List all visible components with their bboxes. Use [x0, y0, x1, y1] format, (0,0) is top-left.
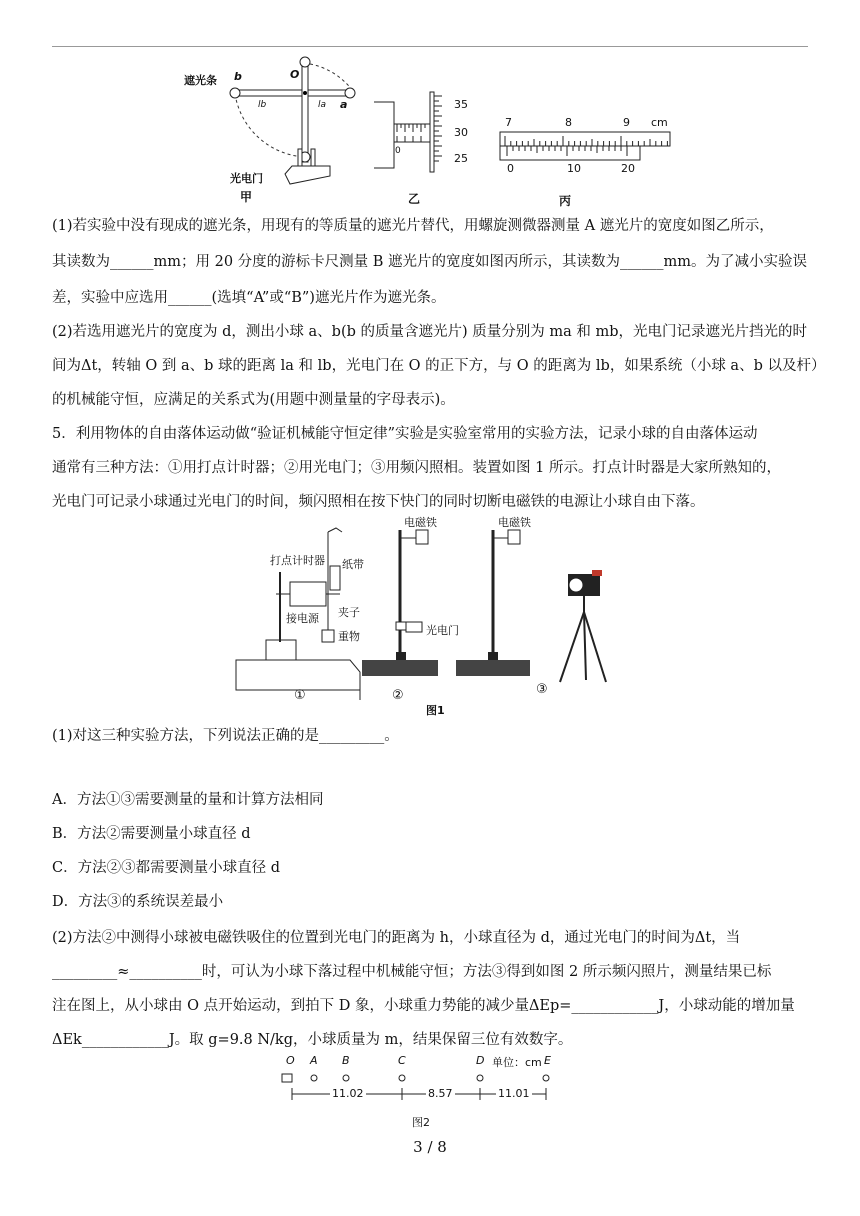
figure-1: [230, 512, 630, 717]
fig1-tape: 纸带: [342, 558, 364, 571]
q5-intro-line3: 光电门可记录小球通过光电门的时间，频闪照相在按下快门的同时切断电磁铁的电源让小球自由下落。: [52, 494, 705, 510]
fig1-power: 接电源: [286, 612, 319, 625]
fig1-n3: ③: [536, 682, 548, 697]
fig2-d2: 8.57: [428, 1087, 453, 1100]
fig2-point-a: A: [310, 1054, 318, 1067]
page-number: 3 / 8: [413, 1138, 447, 1156]
fig2-d3: 11.01: [498, 1087, 530, 1100]
q4-p2-line3: 的机械能守恒，应满足的关系式为(用题中测量量的字母表示)。: [52, 392, 455, 408]
fig2-d1: 11.02: [332, 1087, 364, 1100]
figure-2: [280, 1054, 580, 1129]
bing-tick-8: 8: [565, 116, 572, 129]
q5-option-c: C．方法②③都需要测量小球直径 d: [52, 860, 280, 876]
label-b: b: [234, 70, 242, 83]
fig1-magnet2: 电磁铁: [404, 516, 437, 529]
fig1-n1: ①: [294, 688, 306, 703]
q5-intro-line2: 通常有三种方法：①用打点计时器；②用光电门；③用频闪照相。装置如图 1 所示。打点计时器是大家所熟知的，: [52, 460, 781, 476]
yi-tick-25: 25: [454, 152, 468, 165]
fig2-unit: 单位：cm: [492, 1056, 542, 1069]
q5-s2-line4: ΔEk____________J。取 g=9.8 N/kg，小球质量为 m，结果保留三位有效数字。: [52, 1032, 573, 1048]
fig1-gate: 光电门: [426, 624, 459, 637]
q5-s2-line2: _________≈__________时，可认为小球下落过程中机械能守恒；方法③得到如图 2 所示频闪照片，测量结果已标: [52, 964, 772, 980]
bing-tick-7: 7: [505, 116, 512, 129]
fig1-n2: ②: [392, 688, 404, 703]
q5-option-a: A．方法①③需要测量的量和计算方法相同: [52, 792, 324, 808]
q5-intro-line1: 5．利用物体的自由落体运动做“验证机械能守恒定律”实验是实验室常用的实验方法，记录小球的自由落体运动: [52, 426, 758, 442]
fig1-magnet3: 电磁铁: [498, 516, 531, 529]
label-gate: 光电门: [230, 172, 263, 185]
label-lb: lb: [258, 100, 267, 110]
fig2-point-d: D: [476, 1054, 485, 1067]
q5-option-b: B．方法②需要测量小球直径 d: [52, 826, 251, 842]
yi-tick-30: 30: [454, 126, 468, 139]
fig2-point-b: B: [342, 1054, 350, 1067]
figure-yi: [372, 90, 468, 206]
yi-tick-35: 35: [454, 98, 468, 111]
yi-zero: 0: [395, 146, 401, 156]
q4-p2-line2: 间为Δt，转轴 O 到 a、b 球的距离 la 和 lb，光电门在 O 的正下方，与 O 的距离为 lb，如果系统（小球 a、b 以及杆）: [52, 358, 826, 374]
caption-bing: 丙: [559, 194, 572, 208]
fig2-point-o: O: [286, 1054, 295, 1067]
fig2-caption: 图2: [412, 1116, 430, 1129]
label-a: a: [340, 98, 348, 111]
fig2-point-e: E: [544, 1054, 551, 1067]
fig2-point-c: C: [398, 1054, 406, 1067]
label-o: O: [290, 68, 300, 81]
q4-p1-line1: (1)若实验中没有现成的遮光条，用现有的等质量的遮光片替代，用螺旋测微器测量 A 遮光片的宽度如图乙所示，: [52, 218, 774, 234]
caption-yi: 乙: [408, 192, 421, 206]
q5-s1: (1)对这三种实验方法，下列说法正确的是_________。: [52, 728, 399, 744]
bing-tick-9: 9: [623, 116, 630, 129]
q5-option-d: D．方法③的系统误差最小: [52, 894, 224, 910]
fig1-caption: 图1: [426, 704, 445, 717]
bing-unit: cm: [651, 116, 668, 129]
label-la: la: [318, 100, 327, 110]
q4-p1-line3: 差，实验中应选用______(选填“A”或“B”)遮光片作为遮光条。: [52, 290, 446, 306]
fig1-timer: 打点计时器: [270, 554, 325, 567]
q5-s2-line1: (2)方法②中测得小球被电磁铁吸住的位置到光电门的距离为 h，小球直径为 d，通过光电门的时间为Δt，当: [52, 930, 741, 946]
figure-bing: [495, 116, 675, 208]
q4-p1-line2: 其读数为______mm；用 20 分度的游标卡尺测量 B 遮光片的宽度如图丙所示，其读数为______mm。为了减小实验误: [52, 254, 808, 270]
bing-vtick-10: 10: [567, 162, 581, 175]
fig1-clip: 夹子: [338, 606, 360, 619]
q5-s2-line3: 注在图上，从小球由 O 点开始运动，到拍下 D 象，小球重力势能的减少量ΔEp=____________J，小球动能的增加量: [52, 998, 795, 1014]
figure-jia: [180, 54, 360, 204]
caption-jia: 甲: [240, 190, 253, 204]
header-rule: [52, 46, 808, 47]
fig1-weight: 重物: [338, 630, 360, 643]
q4-p2-line1: (2)若选用遮光片的宽度为 d，测出小球 a、b(b 的质量含遮光片) 质量分别为 ma 和 mb，光电门记录遮光片挡光的时: [52, 324, 808, 340]
label-bar: 遮光条: [184, 74, 217, 87]
bing-vtick-20: 20: [621, 162, 635, 175]
bing-vtick-0: 0: [507, 162, 514, 175]
